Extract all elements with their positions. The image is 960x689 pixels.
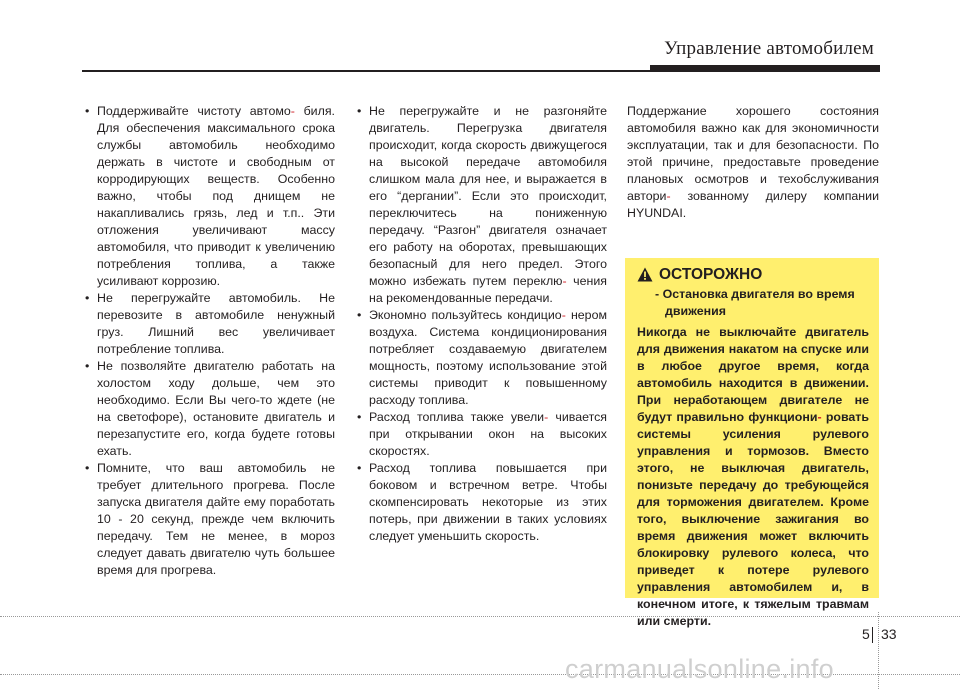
warning-body: Никогда не выключайте двигатель для движения накатом на спуске или в любое другое время, когда автомобиль находится в движении. При неработающем двигателе не будут правильно функциони- ровать системы усиления рулевого управления и тормозов. Вместо этого, не выключая двигатель, понизьте передачу до требующейся для торможения двигателем. Кроме того, выключение зажигания во время движения может включить блокировку рулевого колеса, что приведет к потере рулевого управления автомобилем и, в конечном итоге, к тяжелым травмам или смерти. [637, 325, 869, 628]
footer-guide-line [0, 616, 960, 617]
hyphen-mark: - [561, 308, 566, 322]
hyphen-mark: - [544, 410, 549, 424]
warning-title: ОСТОРОЖНО [659, 266, 763, 283]
page-number: 33 [881, 626, 897, 642]
column-3 [627, 103, 879, 222]
list-item: • Помните, что ваш автомобиль не требует длительного прогрева. После запуска двигателя дайте ему поработать 10 - 20 секунд, прежде чем включить передачу. Тем не менее, в мороз следует давать двигателю чуть большее время для прогрева. [83, 460, 335, 579]
hyphen-mark: - [817, 410, 822, 424]
warning-triangle-icon [637, 267, 653, 282]
page-number-separator [872, 627, 873, 643]
bullet-list-1 [83, 103, 335, 579]
column-2 [355, 103, 607, 545]
list-item: • Не позволяйте двигателю работать на холостом ходу дольше, чем это необходимо. Если Вы чего-то ждете (не на светофоре), остановите двигатель и перезапустите его, когда будете готовы ехать. [83, 358, 335, 460]
warning-subtitle: - Остановка двигателя во время движения [655, 287, 855, 318]
watermark: carmanualsonline.info [565, 654, 834, 684]
section-title: Управление автомобилем [664, 38, 874, 59]
hyphen-mark: - [666, 189, 671, 203]
hyphen-mark: - [290, 104, 295, 118]
header-rule-accent [650, 65, 880, 72]
list-item: • Не перегружайте и не разгоняйте двигатель. Перегрузка двигателя происходит, когда скорость движущегося на высокой передаче автомобиля слишком мала для нее, и выражается в его “дергании”. Если это происходит, переключитесь на пониженную передачу. “Разгон” двигателя означает его работу на оборотах, превышающих безопасный для него предел. Этого можно избежать путем переклю- чения на рекомендованные передачи. [355, 103, 607, 307]
warning-header [637, 266, 869, 283]
list-item: • Расход топлива повышается при боковом и встречном ветре. Чтобы скомпенсировать некоторые из этих потерь, при движении в таких условиях следует уменьшить скорость. [355, 460, 607, 545]
list-item: • Поддерживайте чистоту автомо- биля. Для обеспечения максимального срока службы автомобиль необходимо держать в чистоте и свободным от корродирующих веществ. Особенно важно, чтобы под днищем не накапливались грязь, лед и т.п.. Эти отложения увеличивают массу автомобиля, что приводит к увеличению потребления топлива, а также усиливают коррозию. [83, 103, 335, 290]
bullet-list-2 [355, 103, 607, 545]
list-item: • Расход топлива также увели- чивается при открывании окон на высоких скоростях. [355, 409, 607, 460]
footer-vertical-guide [878, 612, 879, 689]
list-item: • Не перегружайте автомобиль. Не перевозите в автомобиле ненужный груз. Лишний вес увеличивает потребление топлива. [83, 290, 335, 358]
column-1 [83, 103, 335, 579]
warning-box [625, 258, 879, 628]
maintenance-paragraph: Поддержание хорошего состояния автомобиля важно как для экономичности эксплуатации, так и для безопасности. По этой причине, предоставьте проведение плановых осмотров и техобслуживания автори- зованному дилеру компании HYUNDAI. [627, 104, 879, 220]
hyphen-mark: - [562, 274, 567, 288]
chapter-number: 5 [862, 626, 870, 642]
list-item: • Экономно пользуйтесь кондицио- нером воздуха. Система кондиционирования потребляет создаваемую двигателем мощность, поэтому использование этой системы приводит к повышенному расходу топлива. [355, 307, 607, 409]
